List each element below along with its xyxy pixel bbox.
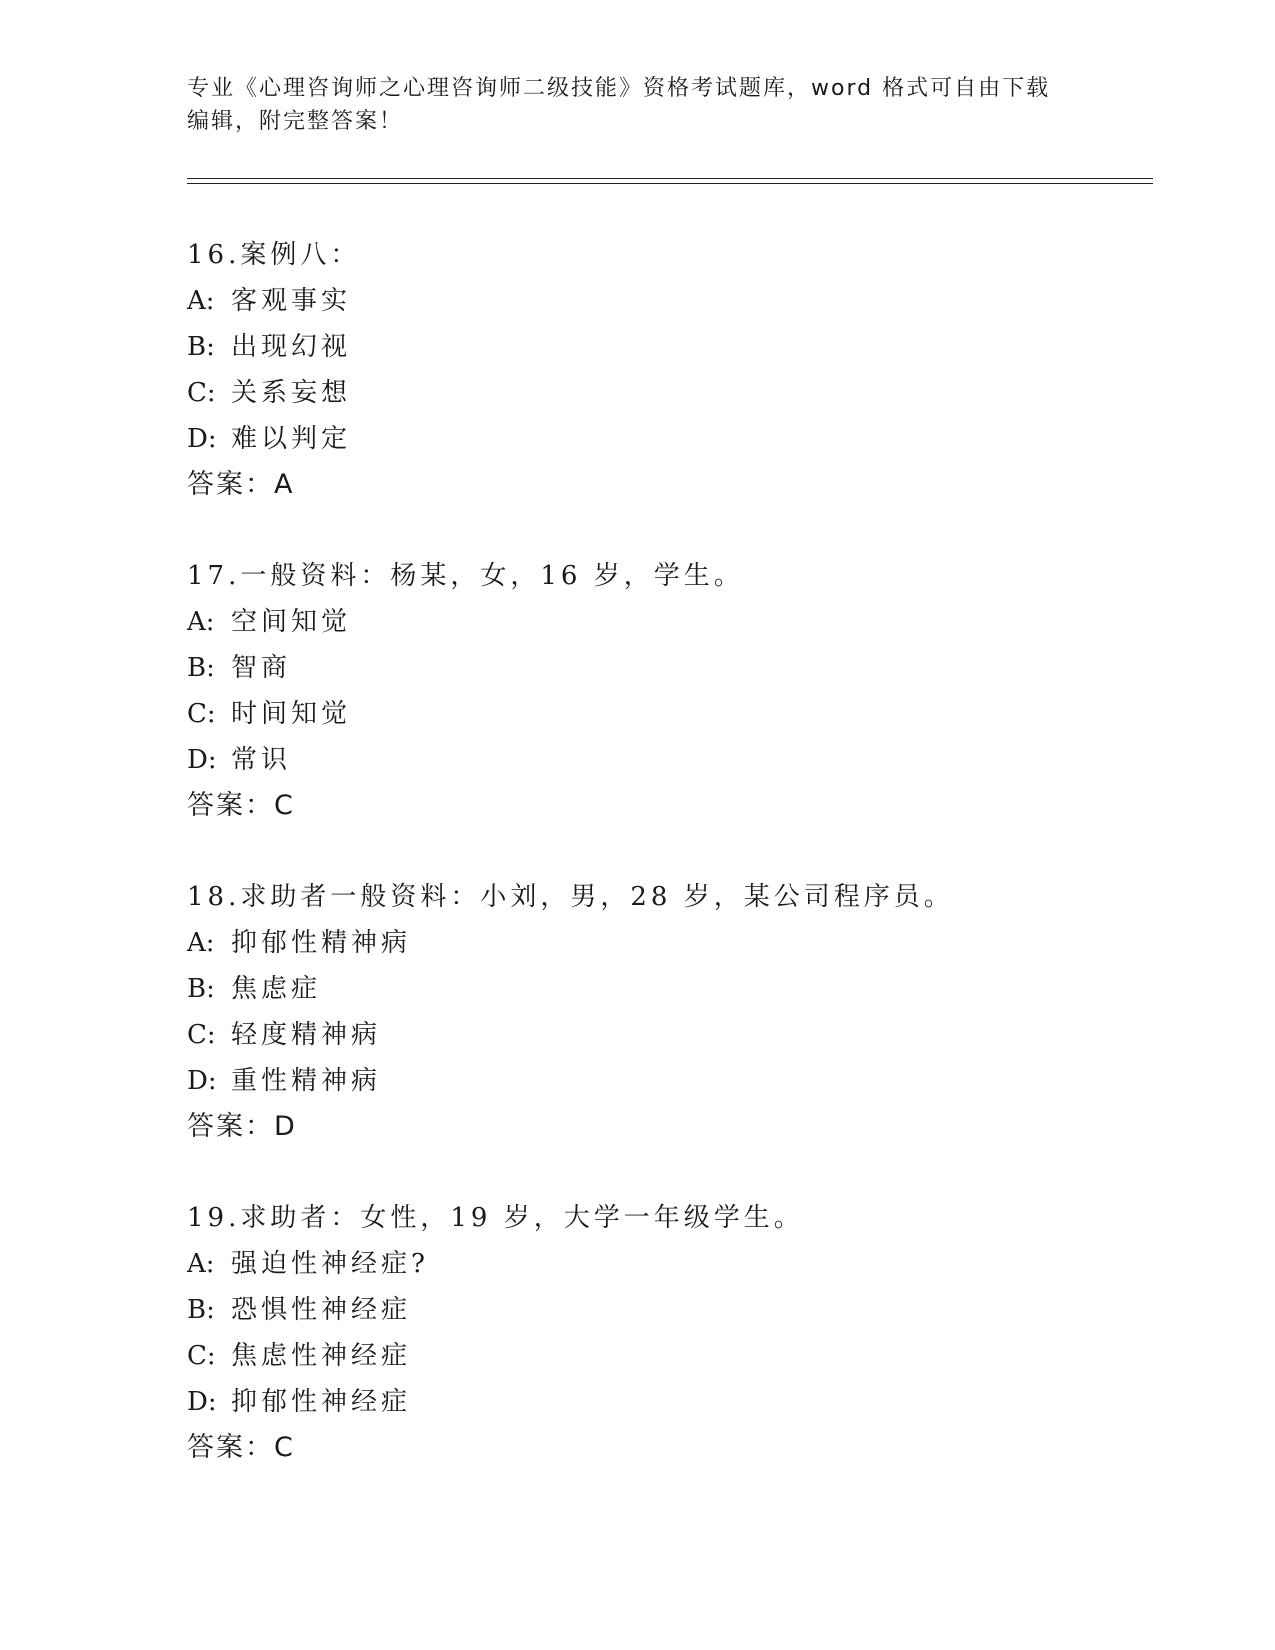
answer-label: 答案：C bbox=[187, 1432, 295, 1463]
option-b bbox=[187, 966, 1147, 1012]
question-19 bbox=[187, 1195, 1147, 1471]
option-letter: B: bbox=[187, 1295, 215, 1325]
question-17 bbox=[187, 553, 1147, 829]
option-text: 客观事实 bbox=[231, 286, 352, 316]
header-line-2: 编辑，附完整答案！ bbox=[187, 109, 404, 134]
question-16 bbox=[187, 232, 1147, 508]
option-text: 强迫性神经症? bbox=[231, 1249, 429, 1279]
option-a bbox=[187, 599, 1147, 645]
option-letter: C: bbox=[187, 1020, 216, 1050]
question-stem: 16.案例八： bbox=[187, 240, 361, 270]
option-text: 抑郁性精神病 bbox=[231, 928, 412, 958]
option-text: 常识 bbox=[231, 745, 292, 775]
option-letter: D: bbox=[187, 1387, 217, 1417]
option-c bbox=[187, 1333, 1147, 1379]
option-letter: D: bbox=[187, 1066, 217, 1096]
option-text: 时间知觉 bbox=[231, 699, 352, 729]
option-text: 智商 bbox=[231, 653, 292, 683]
option-text: 关系妄想 bbox=[231, 378, 352, 408]
option-d bbox=[187, 737, 1147, 783]
option-c bbox=[187, 691, 1147, 737]
option-letter: B: bbox=[187, 653, 215, 683]
option-text: 恐惧性神经症 bbox=[231, 1295, 412, 1325]
header-divider-top bbox=[187, 178, 1153, 179]
option-text: 空间知觉 bbox=[231, 607, 352, 637]
option-letter: A: bbox=[187, 607, 215, 637]
document-header bbox=[187, 72, 1067, 138]
option-letter: A: bbox=[187, 928, 215, 958]
answer-label: 答案：C bbox=[187, 790, 295, 821]
option-a bbox=[187, 1241, 1147, 1287]
option-letter: C: bbox=[187, 378, 216, 408]
option-d bbox=[187, 1058, 1147, 1104]
header-line-1: 专业《心理咨询师之心理咨询师二级技能》资格考试题库，word 格式可自由下载 bbox=[187, 76, 1051, 101]
option-d bbox=[187, 416, 1147, 462]
option-b bbox=[187, 1287, 1147, 1333]
option-a bbox=[187, 920, 1147, 966]
option-letter: C: bbox=[187, 1341, 216, 1371]
option-c bbox=[187, 1012, 1147, 1058]
option-b bbox=[187, 324, 1147, 370]
question-stem: 19.求助者：女性，19 岁，大学一年级学生。 bbox=[187, 1203, 804, 1233]
option-text: 焦虑症 bbox=[231, 974, 322, 1004]
option-letter: B: bbox=[187, 974, 215, 1004]
option-text: 抑郁性神经症 bbox=[231, 1387, 412, 1417]
option-letter: D: bbox=[187, 745, 217, 775]
header-divider-bottom bbox=[187, 183, 1153, 184]
question-18 bbox=[187, 874, 1147, 1150]
option-letter: B: bbox=[187, 332, 215, 362]
option-letter: A: bbox=[187, 286, 215, 316]
option-text: 难以判定 bbox=[231, 424, 352, 454]
option-b bbox=[187, 645, 1147, 691]
answer-label: 答案：D bbox=[187, 1111, 297, 1142]
question-stem: 17.一般资料：杨某，女，16 岁，学生。 bbox=[187, 561, 744, 591]
option-letter: D: bbox=[187, 424, 217, 454]
option-text: 焦虑性神经症 bbox=[231, 1341, 412, 1371]
option-letter: A: bbox=[187, 1249, 215, 1279]
option-text: 重性精神病 bbox=[231, 1066, 382, 1096]
option-d bbox=[187, 1379, 1147, 1425]
option-a bbox=[187, 278, 1147, 324]
option-text: 轻度精神病 bbox=[231, 1020, 382, 1050]
question-stem: 18.求助者一般资料：小刘，男，28 岁，某公司程序员。 bbox=[187, 882, 954, 912]
option-text: 出现幻视 bbox=[231, 332, 352, 362]
answer-label: 答案：A bbox=[187, 469, 295, 500]
option-letter: C: bbox=[187, 699, 216, 729]
option-c bbox=[187, 370, 1147, 416]
